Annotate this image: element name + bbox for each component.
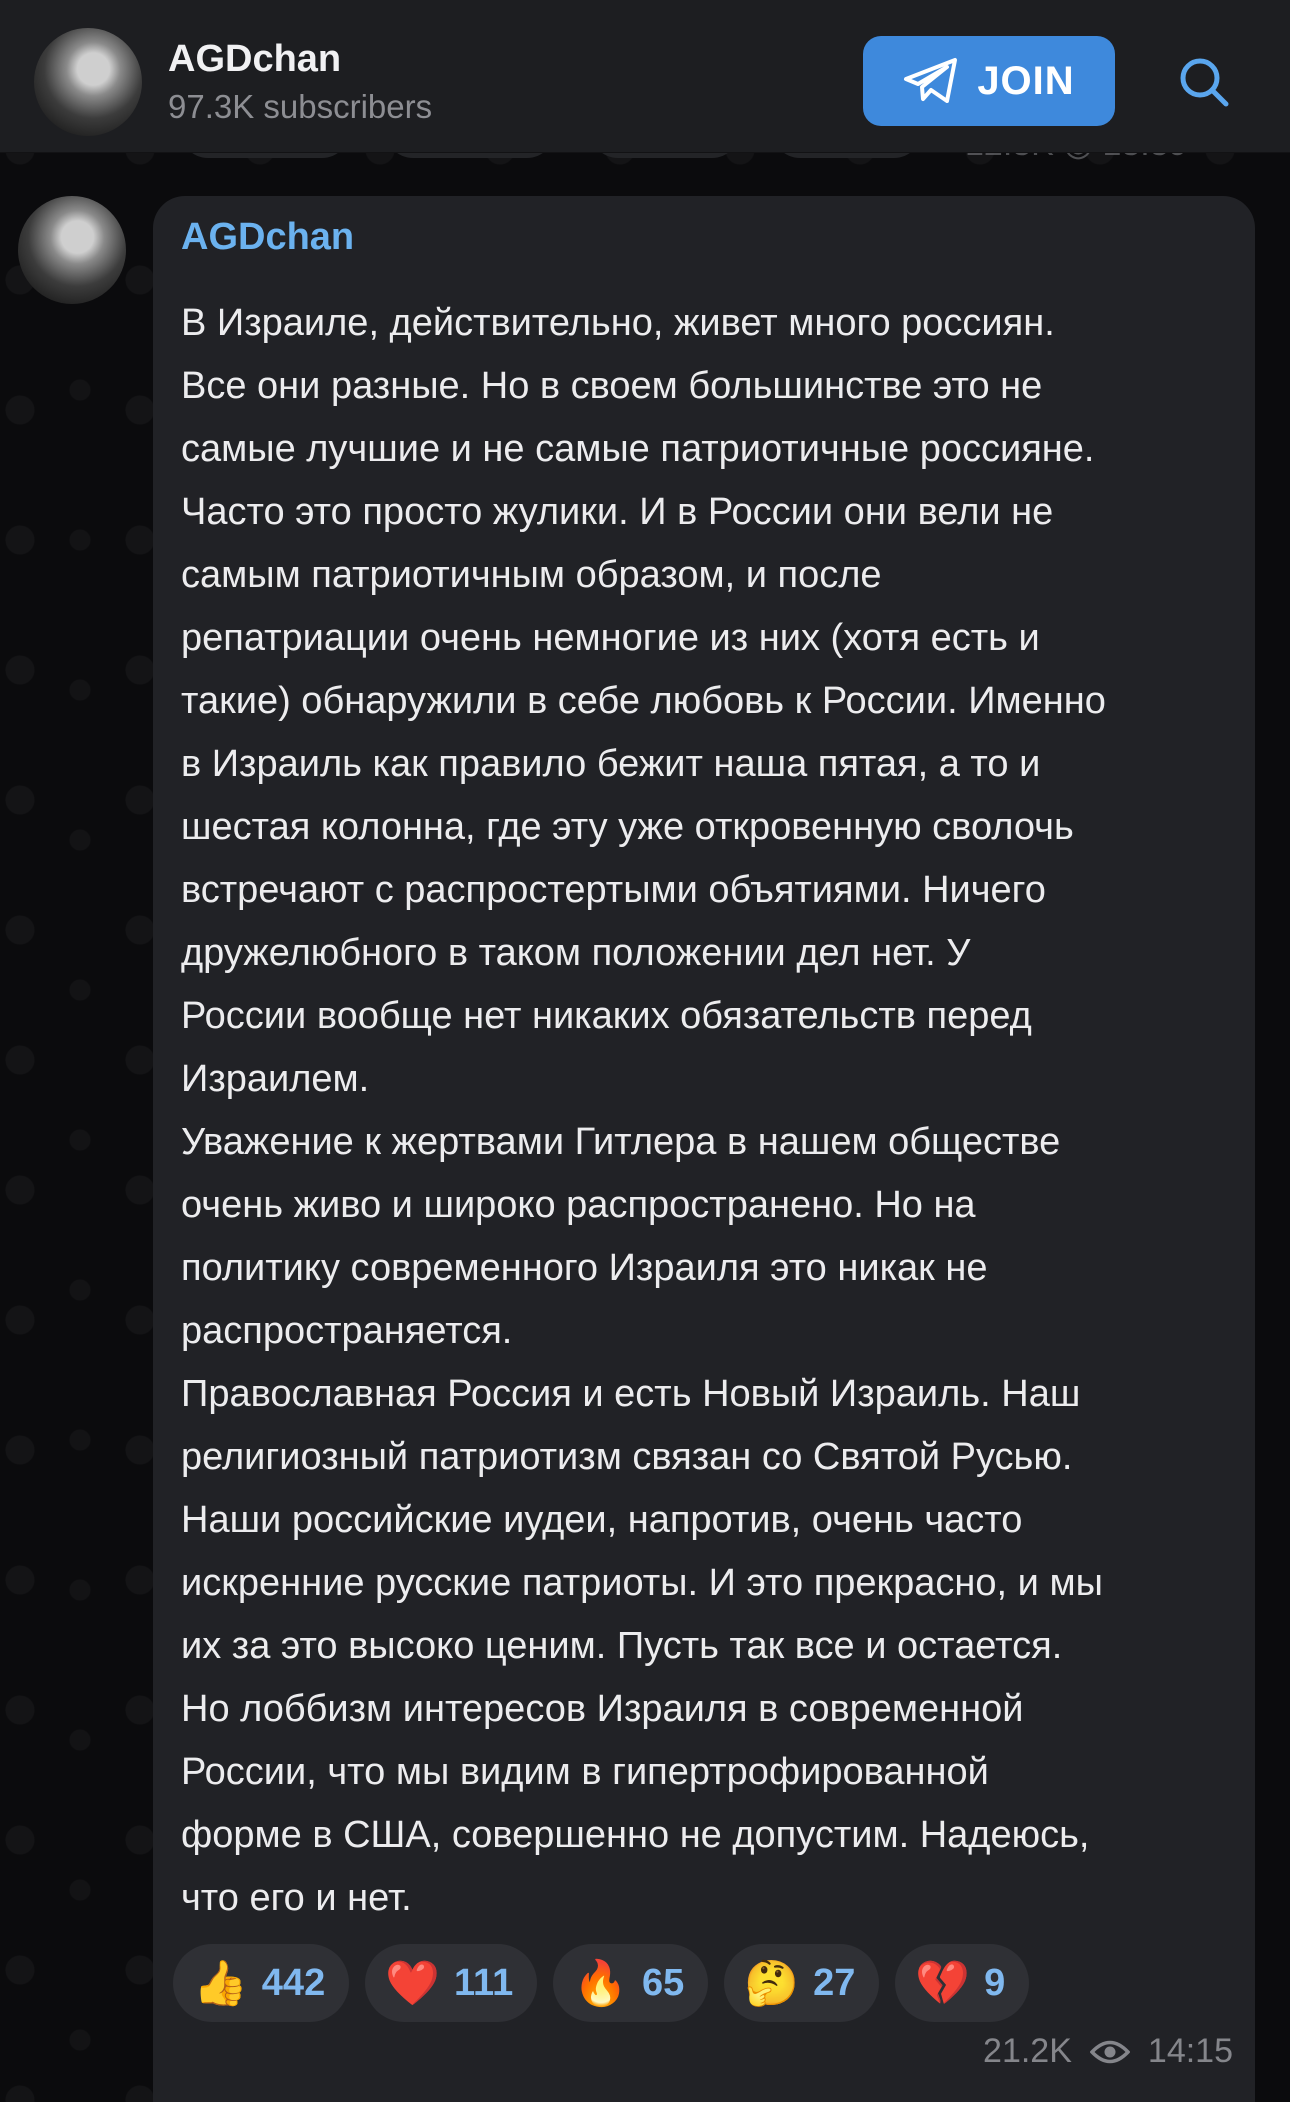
reaction-broken-heart[interactable] [895,1944,1029,2022]
post-meta [983,2032,1233,2071]
post-author-name[interactable]: AGDchan [181,216,355,258]
channel-header [0,0,1290,153]
reaction-fire[interactable] [553,1944,708,2022]
reaction-thinking[interactable] [724,1944,879,2022]
post-text: В Израиле, действительно, живет много россиян. Все они разные. Но в своем большинстве это не самые лучшие и не самые патриотичные россияне. Часто это просто жулики. И в России они вели не самым патриотичным образом, и после репатриации очень немногие из них (хотя есть и такие) обнаружили в себе любовь к России. Именно в Израиль как правило бежит наша пятая, а то и шестая колонна, где эту уже откровенную сволочь встречают с распростертыми объятиями. Ничего дружелюбного в таком положении дел нет. У России вообще нет никаких обязательств перед Израилем. Уважение к жертвами Гитлера в нашем обществе очень живо и широко распространено. Но на политику современного Израиля это никак не распространяется. Православная Россия и есть Новый Израиль. Наш религиозный патриотизм связан со Святой Русью. Наши российские иудеи, напротив, очень часто искренние русские патриоты. И это прекрасно, и мы их за это высоко ценим. Пусть так все и остается. Но лоббизм интересов Израиля в современной России, что мы видим в гипертрофированной форме в США, совершенно не допустим. Надеюсь, что его и нет. [181,302,1106,1919]
reaction-count: 442 [261,1961,326,2004]
broken-heart-icon: 💔 [915,1958,971,2009]
reaction-count: 9 [984,1961,1006,2004]
post-author-avatar[interactable] [18,196,126,304]
join-label: JOIN [977,58,1075,103]
reaction-count: 65 [642,1961,685,2004]
search-icon[interactable] [1176,54,1232,110]
reaction-count: 111 [454,1961,514,2004]
channel-title[interactable]: AGDchan [168,38,342,80]
reactions-bar [173,1944,1029,2022]
thumbs-up-icon: 👍 [193,1958,248,2009]
subscriber-count: 97.3K subscribers [168,88,433,125]
heart-icon: ❤️ [385,1958,440,2009]
eye-icon [1090,2039,1130,2065]
reaction-count: 27 [813,1961,856,2004]
reaction-thumbs-up[interactable] [173,1944,349,2022]
channel-avatar[interactable] [34,28,142,136]
reaction-heart[interactable] [365,1944,537,2022]
telegram-plane-icon [903,57,959,105]
view-count: 21.2K [983,2032,1072,2070]
fire-icon: 🔥 [573,1958,629,2009]
post-time: 14:15 [1147,2032,1233,2070]
message-bubble [153,196,1255,2102]
thinking-face-icon: 🤔 [744,1958,800,2009]
join-button[interactable] [863,36,1115,126]
